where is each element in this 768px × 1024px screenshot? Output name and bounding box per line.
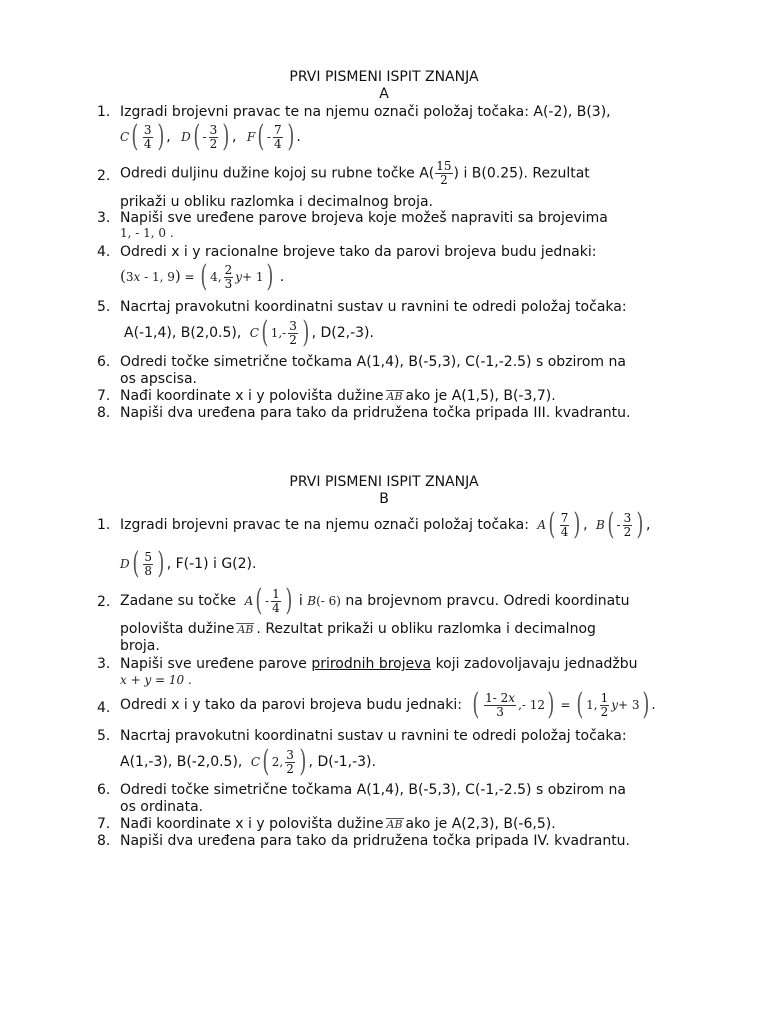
task-text: broja. [120, 638, 160, 654]
task-text: Odredi točke simetrične točkama A(1,4), B(-5,3), C(-1,-2.5) s obzirom na [120, 782, 626, 798]
task-text: Zadane su točke A ( - $\frac{1}{4}$ ) i B(- 6) na brojevnom pravcu. Odredi koordinatu [120, 583, 630, 618]
section-b-title: PRVI PISMENI ISPIT ZNANJA [289, 474, 479, 490]
list-number: 8. [97, 833, 111, 849]
task-text-part: na brojevnom pravcu. Odredi koordinatu [345, 593, 630, 609]
task-text: Odredi x i y racionalne brojeve tako da parovi brojeva budu jednaki: [120, 244, 597, 260]
task-text-part: Nađi koordinate x i y polovišta dužine [120, 816, 384, 832]
list-number: 1. [97, 104, 111, 120]
task-text: Nacrtaj pravokutni koordinatni sustav u ravnini te odredi položaj točaka: [120, 728, 627, 744]
list-number: 8. [97, 405, 111, 421]
task-text: Odredi duljinu dužine kojoj su rubne točke A( $\frac{15}{2}$ ) i B(0.25). Rezultat [120, 159, 590, 187]
task-text [120, 656, 637, 673]
list-number: 4. [97, 244, 111, 260]
task-text: Izgradi brojevni pravac te na njemu označi položaj točaka: A ( $\frac{7}{4}$ ) , B ( - $\frac{3}{2}$ ) , [120, 507, 651, 542]
task-text-part: , D(-1,-3). [308, 754, 376, 770]
list-number: 4. [97, 700, 111, 716]
task-math: x + y = 10 . [120, 673, 192, 687]
task-text-part: , F(-1) i G(2). [166, 556, 257, 572]
list-number: 3. [97, 210, 111, 226]
segment-ab-symbol: AB [386, 818, 403, 831]
section-a-title: PRVI PISMENI ISPIT ZNANJA [289, 69, 479, 85]
task-text: D ( $\frac{5}{8}$ ) , F(-1) i G(2). [120, 546, 257, 581]
task-text: Napiši dva uređena para tako da pridružena točka pripada IV. kvadrantu. [120, 833, 631, 849]
task-text-part: Odredi x i y tako da parovi brojeva budu jednaki: [120, 697, 462, 713]
task-text-part: Izgradi brojevni pravac te na njemu označi položaj točaka: [120, 517, 529, 533]
task-text-part: ako je A(1,5), B(-3,7). [405, 388, 556, 404]
task-text: Odredi točke simetrične točkama A(1,4), B(-5,3), C(-1,-2.5) s obzirom na [120, 354, 626, 370]
task-text-part: Odredi duljinu dužine kojoj su rubne točke A( [120, 165, 435, 182]
list-number: 7. [97, 388, 111, 404]
task-text: os ordinata. [120, 799, 204, 815]
task-text-part: Nađi koordinate x i y polovišta dužine [120, 388, 384, 404]
task-text-part: ) i B(0.25). Rezultat [453, 165, 590, 182]
segment-ab-symbol: AB [386, 390, 403, 403]
list-number: 3. [97, 656, 111, 672]
list-number: 2. [97, 594, 111, 610]
list-number: 1. [97, 517, 111, 533]
task-text-part: . Rezultat prikaži u obliku razlomka i decimalnog [256, 621, 596, 637]
task-text [120, 816, 556, 833]
task-text: Nacrtaj pravokutni koordinatni sustav u ravnini te odredi položaj točaka: [120, 299, 627, 315]
task-text-part: koji zadovoljavaju jednadžbu [435, 656, 638, 672]
task-math: 1, - 1, 0 . [120, 226, 174, 240]
task-text: Odredi x i y tako da parovi brojeva budu jednaki: ( $\frac{1- 2x}{3}$ ,- 12 ) = ( 1, $\frac{1}{2}$ y + 3 ) . [120, 687, 656, 722]
segment-ab-symbol: AB [237, 623, 254, 636]
task-text: A(-1,4), B(2,0.5), C ( 1,- $\frac{3}{2}$ ) , D(2,-3). [124, 315, 374, 350]
section-a-group: A [379, 86, 389, 102]
task-text: prikaži u obliku razlomka i decimalnog broja. [120, 194, 434, 210]
task-text: A(1,-3), B(-2,0.5), C ( 2, $\frac{3}{2}$ ) , D(-1,-3). [120, 744, 376, 779]
task-text-part: Napiši sve uređene parove [120, 656, 307, 672]
list-number: 7. [97, 816, 111, 832]
list-number: 5. [97, 299, 111, 315]
task-text: Napiši dva uređena para tako da pridružena točka pripada III. kvadrantu. [120, 405, 631, 421]
list-number: 6. [97, 782, 111, 798]
task-text [120, 388, 556, 405]
underlined-text: prirodnih brojeva [311, 656, 432, 672]
list-number: 6. [97, 354, 111, 370]
task-math-equation: (3x - 1, 9) = ( 4, $\frac{2}{3}$ y + 1 ) . [120, 259, 285, 294]
list-number: 5. [97, 728, 111, 744]
task-text-part: A(1,-3), B(-2,0.5), [120, 754, 243, 770]
task-text [120, 621, 596, 638]
task-text: Napiši sve uređene parove brojeva koje možeš napraviti sa brojevima [120, 210, 608, 226]
list-number: 2. [97, 168, 111, 184]
task-text-part: Zadane su točke [120, 593, 237, 609]
task-math-points: C ( $\frac{3}{4}$ ) , D ( - $\frac{3}{2}$ ) , F ( - $\frac{7}{4}$ ) . [120, 119, 301, 154]
task-text-part: ako je A(2,3), B(-6,5). [405, 816, 556, 832]
task-text-part: i [298, 593, 303, 609]
task-text-part: polovišta dužine [120, 621, 235, 637]
task-text-part: , D(2,-3). [311, 325, 374, 341]
section-b-group: B [379, 491, 389, 507]
task-text: Izgradi brojevni pravac te na njemu označi položaj točaka: A(-2), B(3), [120, 104, 611, 120]
task-text: os apscisa. [120, 371, 197, 387]
task-text-part: A(-1,4), B(2,0.5), [124, 325, 242, 341]
